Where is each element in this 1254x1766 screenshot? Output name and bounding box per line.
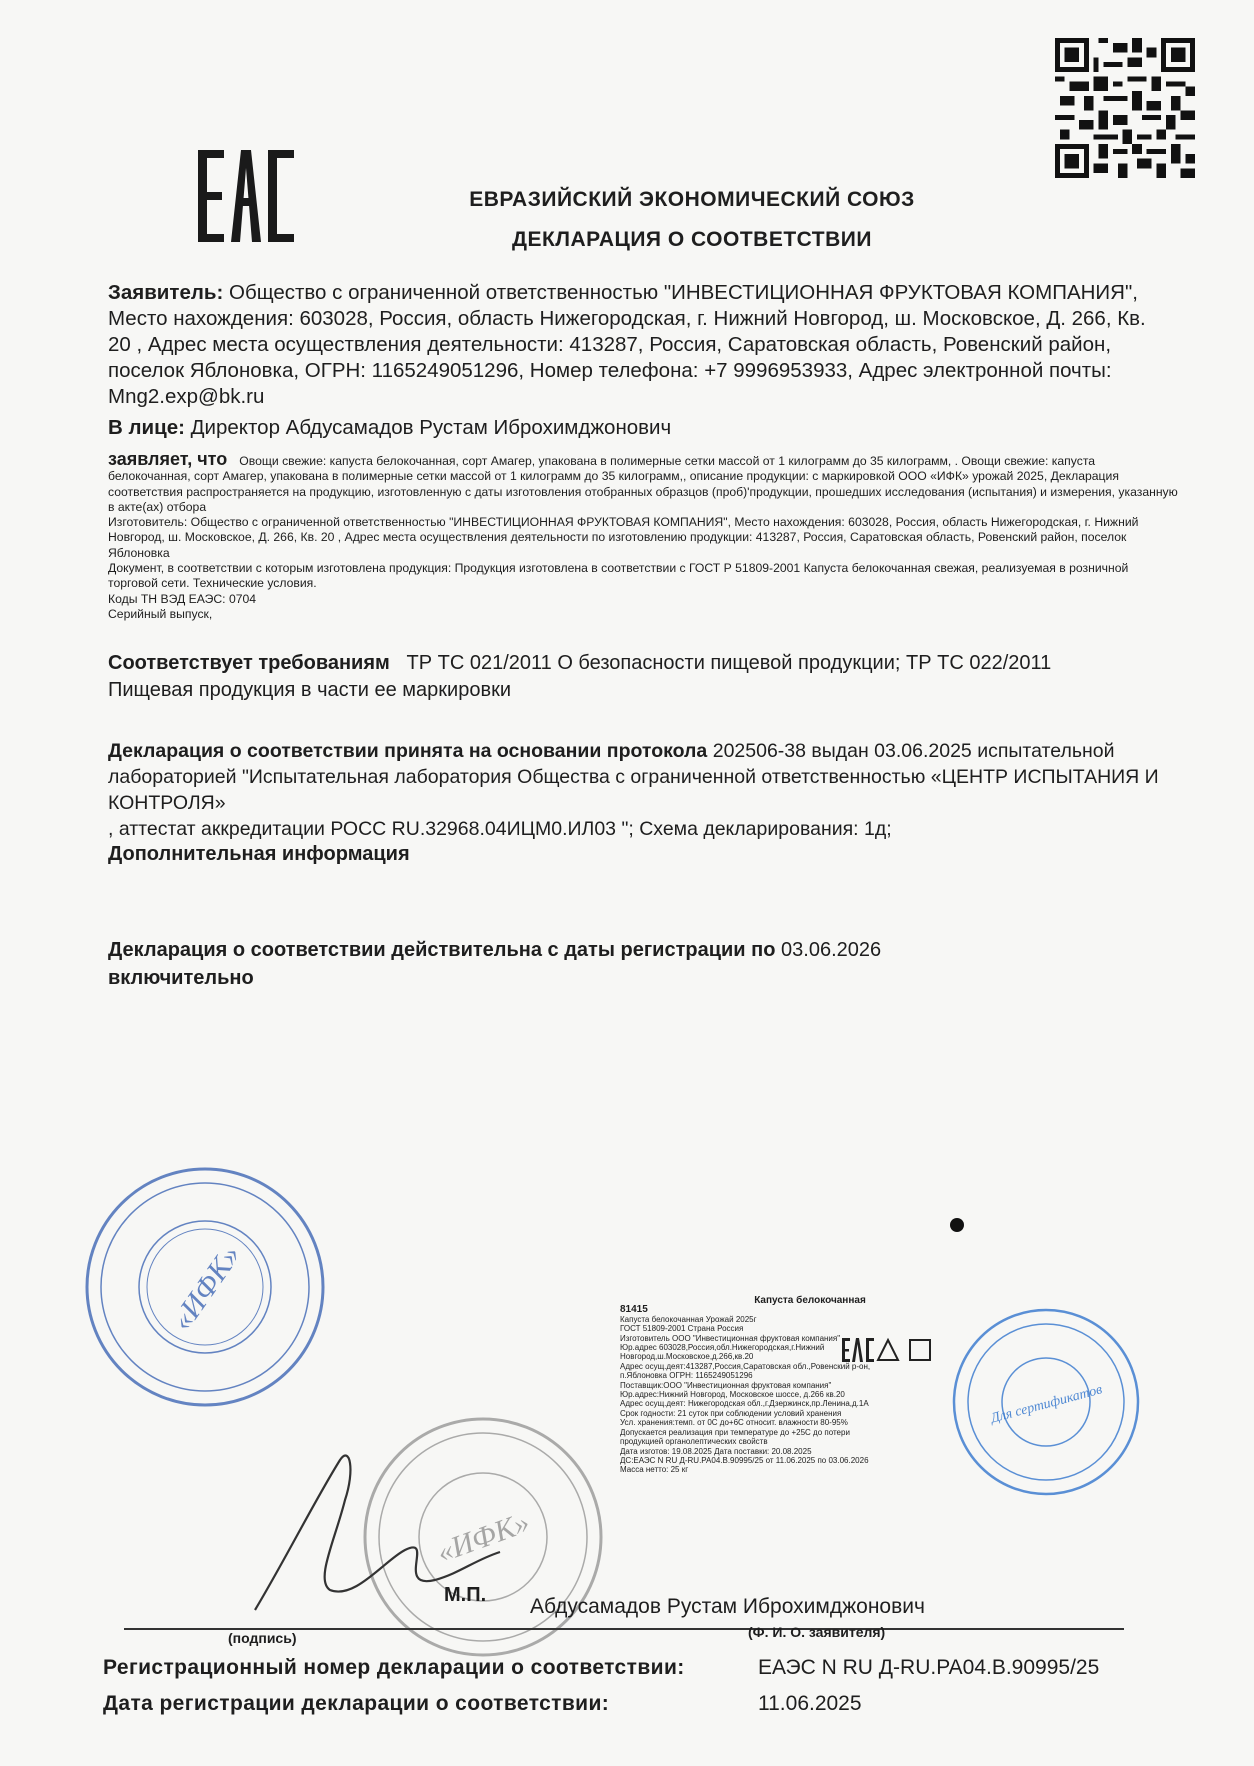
qr-code (1055, 35, 1195, 181)
validity-label: Декларация о соответствии действительна с даты регистрации по (108, 939, 776, 961)
complies-label: Соответствует требованиям (108, 652, 390, 674)
complies-section (108, 650, 1128, 704)
product-description (108, 449, 1178, 622)
label-line: продукцией органолептических свойств (620, 1437, 768, 1447)
registration-date: 11.06.2025 (758, 1692, 862, 1715)
validity-suffix: включительно (108, 967, 254, 989)
label-line: ДС:ЕАЭС N RU Д-RU.PA04.B.90995/25 от 11.06.2025 по 03.06.2026 (620, 1455, 869, 1465)
company-stamp-left (80, 1162, 330, 1412)
product-label-sticker (620, 1296, 940, 1475)
applicant-section (108, 280, 1148, 410)
basis-label: Декларация о соответствии принята на основании протокола (108, 740, 708, 762)
product-text: Овощи свежие: капуста белокочанная, сорт Амагер, упакована в полимерные сетки массой от 1 килограмм до 35 килограмм, . Овощи свежие: капуста белокочанная, сорт Амагер, упакована в полимерные сетки массой от 1 килограмм до 35 килограмм,, описание продукции: с маркировкой ООО «ИФК» урожай 2025, Декларация соответствия распространяется на продукцию, изготовленную с даты изготовления отобранных образцов (проб)'продукции, прошедших исследования (испытания) и измерения, указанную в акте(ах) отбора (108, 454, 1178, 514)
fio-caption: (Ф. И. О. заявителя) (748, 1624, 886, 1640)
label-line: Юр.адрес 603028,Россия,обл.Нижегородская,г.Нижний (620, 1343, 825, 1353)
manufacturer-text: Изготовитель: Общество с ограниченной ответственностью "ИНВЕСТИЦИОННАЯ ФРУКТОВАЯ КОМПАНИЯ", Место нахождения: 603028, Россия, область Нижегородская, г. Нижний Новгород, ш. Московское, Д. 266, Кв. 20 , Адрес места осуществления деятельности по изготовлению продукции: 413287, Россия, Саратовская область, Ровенский район, поселок Яблоновка (108, 515, 1139, 560)
label-line: Усл. хранения:темп. от 0С до+6С относит. влажности 80-95% (620, 1418, 848, 1428)
person-text: Директор Абдусамадов Рустам Иброхимджонович (190, 416, 672, 439)
ink-dot (950, 1218, 964, 1232)
label-line: Новгород,ш.Московское,д.266,кв.20 (620, 1352, 754, 1362)
document-text: Документ, в соответствии с которым изготовлена продукция: Продукция изготовлена в соответствии с ГОСТ Р 51809-2001 Капуста белокочанная свежая, реализуемая в розничной торговой сети. Технические условия. (108, 561, 1129, 591)
label-code: 81415 (620, 1304, 648, 1316)
person-section (108, 416, 1148, 440)
stamp-place-label: М.П. (444, 1584, 487, 1606)
codes-text: Коды ТН ВЭД ЕАЭС: 0704 (108, 591, 257, 606)
label-line: Юр.адрес:Нижний Новгород, Московское шоссе, д.266 кв.20 (620, 1390, 845, 1400)
label-line: Адрес осущ.деят: Нижегородская обл.,г.Дзержинск,пр.Ленина,д.1А (620, 1399, 869, 1409)
label-line: Срок годности: 21 суток при соблюдении условий хранения (620, 1408, 842, 1418)
certificate-stamp-right (948, 1304, 1144, 1500)
label-line: Поставщик:ООО "Инвестиционная фруктовая компания" (620, 1380, 832, 1390)
label-title: Капуста белокочанная (754, 1295, 866, 1306)
label-line: Допускается реализация при температуре до +25С до потери (620, 1427, 850, 1437)
additional-info-label: Дополнительная информация (108, 843, 410, 865)
label-line: Дата изготов: 19.08.2025 Дата поставки: 20.08.2025 (620, 1446, 812, 1456)
stamp-middle-center: «ИФК» (432, 1505, 534, 1570)
basis-section (108, 738, 1198, 842)
registration-date-label: Дата регистрации декларации о соответствии: (103, 1692, 610, 1715)
label-line: Адрес осущ.деят:413287,Россия,Саратовская обл.,Ровенский р-он, (620, 1361, 871, 1371)
stamp-left-center: «ИФК» (165, 1239, 248, 1337)
stamp-right-center: Для сертификатов (989, 1382, 1104, 1427)
declaration-title: ДЕКЛАРАЦИЯ О СООТВЕТСТВИИ (511, 228, 872, 251)
basis-text: 202506-38 выдан 03.06.2025 испытательной лабораторией "Испытательная лаборатория Общества с ограниченной ответственностью «ЦЕНТР ИСПЫТАНИЯ И КОНТРОЛЯ» (108, 740, 1159, 814)
signature-caption: (подпись) (228, 1630, 297, 1646)
union-heading: ЕВРАЗИЙСКИЙ ЭКОНОМИЧЕСКИЙ СОЮЗ (469, 188, 915, 211)
person-label: В лице: (108, 416, 185, 439)
validity-date: 03.06.2026 (781, 939, 882, 961)
serial-text: Серийный выпуск, (108, 606, 213, 621)
label-line: Капуста белокочанная Урожай 2025г (620, 1314, 757, 1324)
declares-label: заявляет, что (108, 449, 228, 469)
applicant-text: Общество с ограниченной ответственностью "ИНВЕСТИЦИОННАЯ ФРУКТОВАЯ КОМПАНИЯ", Место нахождения: 603028, Россия, область Нижегородская, г. Нижний Новгород, ш. Московское, Д. 266, Кв. 20 , Адрес места осуществления деятельности: 413287, Россия, Саратовская область, Ровенский район, поселок Яблоновка, ОГРН: 1165249051296, Номер телефона: +7 9996953933, Адрес электронной почты: Mng2.exp@bk.ru (108, 281, 1146, 408)
label-line: Изготовитель ООО "Инвестиционная фруктовая компания" (620, 1333, 841, 1343)
label-line: п.Яблоновка ОГРН: 1165249051296 (620, 1371, 753, 1381)
registration-number: ЕАЭС N RU Д-RU.PA04.B.90995/25 (758, 1656, 1100, 1679)
label-line: ГОСТ 51809-2001 Страна Россия (620, 1324, 744, 1334)
basis-accreditation: , аттестат аккредитации РОСС RU.32968.04ИЦМ0.ИЛ03 "; Схема декларирования: 1д; (108, 818, 892, 840)
applicant-label: Заявитель: (108, 281, 224, 304)
complies-text: ТР ТС 021/2011 О безопасности пищевой продукции; ТР ТС 022/2011 Пищевая продукция в части ее маркировки (108, 652, 1052, 701)
label-eac-icons (842, 1336, 934, 1364)
signer-name: Абдусамадов Рустам Иброхимджонович (530, 1595, 925, 1618)
label-line: Масса нетто: 25 кг (620, 1465, 689, 1475)
validity-section (108, 936, 1008, 992)
registration-number-label: Регистрационный номер декларации о соответствии: (103, 1656, 685, 1679)
